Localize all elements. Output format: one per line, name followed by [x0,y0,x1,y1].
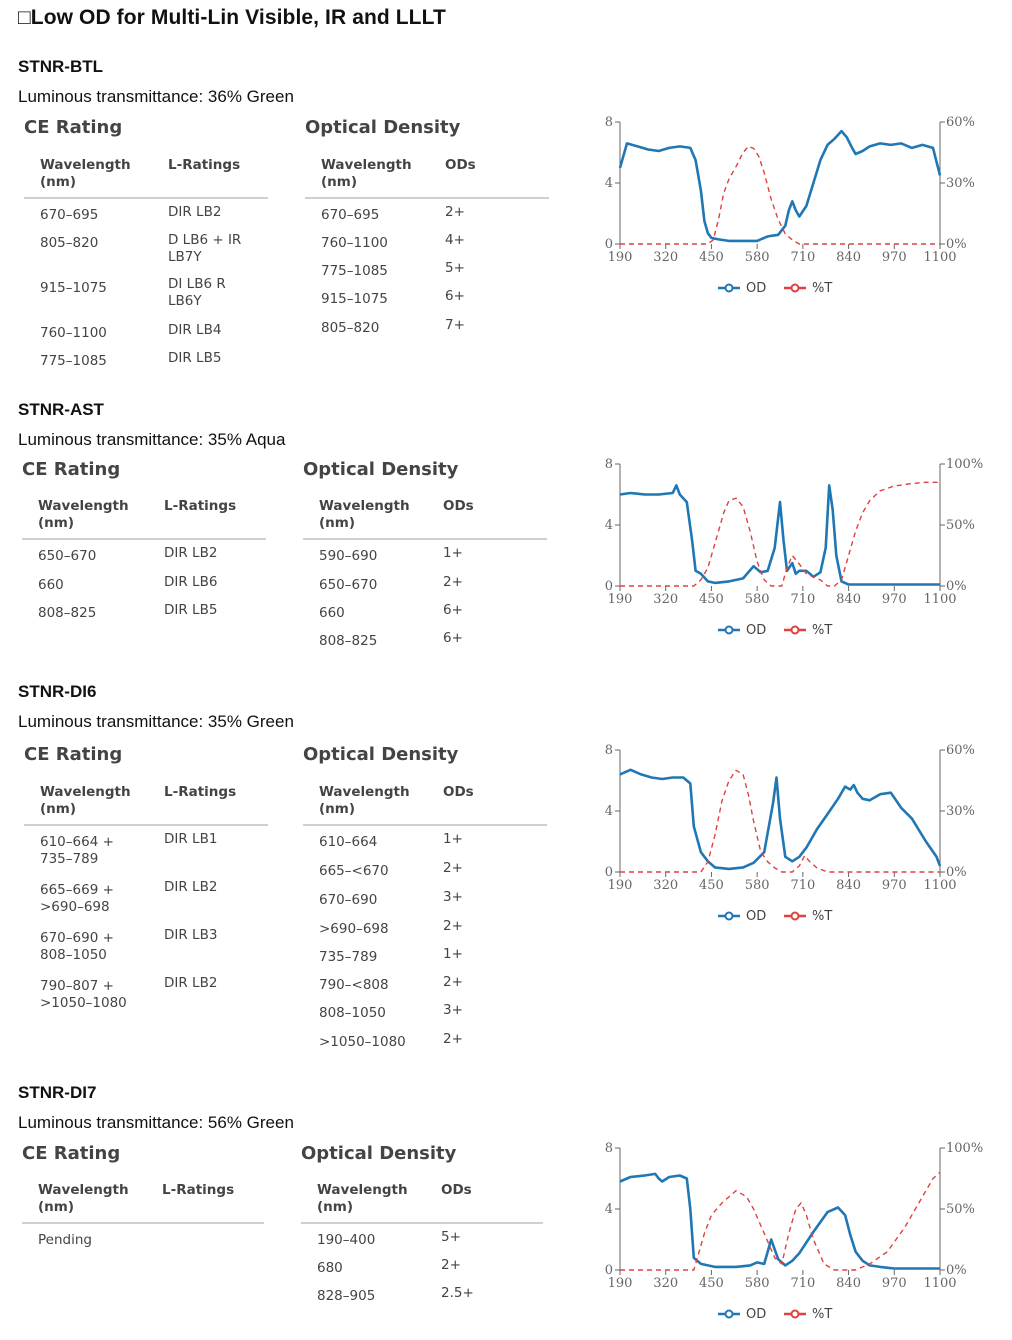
cell-od: 2+ [443,860,463,876]
cell-wavelength: 670–695 [321,207,380,223]
cell-wavelength: 760–1100 [40,325,107,341]
series-line-od [620,485,940,584]
col-ods: ODs [441,1182,472,1198]
series-line-od [620,770,940,869]
cell-od: 4+ [445,232,465,248]
chart-stnr-ast [570,452,1000,652]
ce-rating-title: CE Rating [24,117,123,138]
table-header [22,1182,264,1224]
cell-wavelength: 670–690 + 808–1050 [40,930,114,963]
table-header [24,784,268,826]
cell-rating: DIR LB2 [168,204,222,220]
x-tick-label: 320 [653,592,679,607]
table-header [303,784,547,826]
col-lratings: L-Ratings [164,498,237,514]
cell-od: 2+ [441,1257,461,1273]
series-line-t [620,482,940,586]
x-tick-label: 450 [699,878,724,893]
optical-density-title: Optical Density [301,1143,457,1164]
y-tick-label-right: 0% [946,1263,967,1278]
cell-wavelength: 775–1085 [321,263,388,279]
cell-rating: DIR LB3 [164,927,218,943]
optical-density-table [301,1182,543,1316]
legend-label-t: %T [812,909,833,924]
y-tick-label-left: 8 [604,457,613,472]
ce-rating-table [24,157,268,381]
y-tick-label-right: 0% [946,579,967,594]
table-row [303,1031,547,1062]
y-tick-label-left: 8 [604,743,613,758]
table-row [24,879,268,930]
cell-od: 2+ [443,1031,463,1047]
table-row [24,232,268,280]
cell-wavelength: 805–820 [321,320,380,336]
cell-od: 2.5+ [441,1285,474,1301]
x-tick-label: 970 [881,592,907,607]
legend-dot-od [726,1311,733,1318]
table-row [305,232,549,263]
cell-wavelength: 660 [319,605,345,621]
x-tick-label: 320 [653,878,679,893]
x-tick-label: 450 [699,592,724,607]
table-row [24,831,268,882]
x-tick-label: 320 [653,1276,679,1291]
table-row [303,630,547,661]
cell-rating: DIR LB6 [164,574,218,590]
cell-od: 1+ [443,831,463,847]
table-header [24,157,268,199]
x-tick-label: 580 [744,592,770,607]
y-tick-label-left: 4 [604,176,613,191]
y-tick-label-right: 50% [946,518,975,533]
x-tick-label: 970 [881,878,907,893]
optical-density-title: Optical Density [303,459,459,480]
x-tick-label: 580 [744,250,770,265]
x-tick-label: 840 [836,250,861,265]
x-tick-label: 190 [607,1276,633,1291]
table-row [303,831,547,863]
x-tick-label: 970 [881,250,907,265]
cell-wavelength: >690–698 [319,921,389,937]
x-tick-label: 190 [607,250,633,265]
y-tick-label-right: 100% [946,1141,984,1156]
cell-rating: DIR LB5 [168,350,222,366]
cell-wavelength: 808–825 [319,633,378,649]
col-lratings: L-Ratings [162,1182,235,1198]
legend-dot-od [726,627,733,634]
y-tick-label-left: 0 [604,579,613,594]
cell-wavelength: 670–690 [319,892,378,908]
cell-wavelength: 775–1085 [40,353,107,369]
table-row [24,350,268,381]
cell-rating: D LB6 + IR LB7Y [168,232,242,265]
series-line-t [620,1172,940,1270]
y-tick-label-left: 4 [604,804,613,819]
cell-od: 3+ [443,1002,463,1018]
cell-wavelength: 190–400 [317,1232,376,1248]
legend-label-od: OD [746,623,767,638]
cell-wavelength: 808–1050 [319,1005,386,1021]
y-tick-label-right: 30% [946,804,975,819]
cell-od: 2+ [445,204,465,220]
y-tick-label-right: 100% [946,457,984,472]
ce-rating-table [24,784,268,1026]
optical-density-table [303,498,547,661]
col-wavelength: Wavelength (nm) [319,498,410,531]
legend-label-t: %T [812,1307,833,1322]
product-name: STNR-BTL [18,57,103,76]
chart-stnr-di6 [570,738,1000,938]
y-tick-label-right: 60% [946,115,975,130]
luminous-transmittance: Luminous transmittance: 36% Green [18,87,294,106]
table-row [305,204,549,235]
table-row [303,574,547,605]
cell-wavelength: 760–1100 [321,235,388,251]
table-row [24,322,268,353]
cell-od: 6+ [445,288,465,304]
optical-density-title: Optical Density [305,117,461,138]
product-name: STNR-DI7 [18,1083,97,1102]
cell-od: 6+ [443,602,463,618]
luminous-transmittance: Luminous transmittance: 56% Green [18,1113,294,1132]
table-row [303,974,547,1005]
table-row [22,545,266,577]
cell-od: 5+ [441,1229,461,1245]
table-row [301,1285,543,1316]
series-line-od [620,1174,940,1269]
y-tick-label-right: 0% [946,865,967,880]
product-name: STNR-AST [18,400,104,419]
table-row [22,602,266,633]
cell-rating: DI LB6 R LB6Y [168,276,226,309]
legend-dot-od [726,913,733,920]
x-tick-label: 710 [790,592,816,607]
x-tick-label: 1100 [923,1276,957,1291]
ce-rating-title: CE Rating [22,1143,121,1164]
cell-od: 2+ [443,574,463,590]
x-tick-label: 320 [653,250,679,265]
table-row [303,946,547,977]
table-header [305,157,549,199]
y-tick-label-left: 4 [604,518,613,533]
cell-od: 6+ [443,630,463,646]
cell-rating: DIR LB2 [164,879,218,895]
col-wavelength: Wavelength (nm) [317,1182,408,1215]
ce-rating-table [22,1182,264,1260]
col-lratings: L-Ratings [164,784,237,800]
x-tick-label: 450 [699,250,724,265]
table-row [303,545,547,577]
col-wavelength: Wavelength (nm) [319,784,410,817]
col-ods: ODs [443,498,474,514]
table-row [303,860,547,892]
y-tick-label-left: 0 [604,865,613,880]
table-row [303,918,547,949]
ce-rating-title: CE Rating [22,459,121,480]
col-lratings: L-Ratings [168,157,241,173]
cell-rating: DIR LB4 [168,322,222,338]
series-line-t [620,146,940,244]
luminous-transmittance: Luminous transmittance: 35% Green [18,712,294,731]
cell-wavelength: 610–664 + 735–789 [40,834,114,867]
cell-rating: DIR LB5 [164,602,218,618]
y-tick-label-left: 0 [604,237,613,252]
x-tick-label: 840 [836,592,861,607]
cell-wavelength: 665–669 + >690–698 [40,882,114,915]
cell-rating: DIR LB2 [164,975,218,991]
cell-wavelength: 915–1075 [40,280,107,296]
cell-wavelength: >1050–1080 [319,1034,406,1050]
legend-label-od: OD [746,909,767,924]
optical-density-table [303,784,547,1062]
cell-od: 1+ [443,946,463,962]
legend-dot-od [726,285,733,292]
table-row [24,927,268,978]
cell-wavelength: 670–695 [40,207,99,223]
table-row [301,1229,543,1260]
y-tick-label-left: 8 [604,115,613,130]
optical-density-table [305,157,549,348]
legend-label-t: %T [812,623,833,638]
table-row [24,204,268,235]
cell-wavelength: 650–670 [319,577,378,593]
table-row [24,975,268,1026]
col-ods: ODs [443,784,474,800]
table-row [301,1257,543,1288]
legend-label-od: OD [746,1307,767,1322]
table-header [22,498,266,540]
chart-stnr-di7 [570,1136,1000,1336]
x-tick-label: 450 [699,1276,724,1291]
x-tick-label: 1100 [923,878,957,893]
table-row [305,260,549,291]
x-tick-label: 840 [836,1276,861,1291]
cell-wavelength: 808–825 [38,605,97,621]
y-tick-label-left: 4 [604,1202,613,1217]
cell-od: 2+ [443,918,463,934]
y-tick-label-left: 8 [604,1141,613,1156]
y-tick-label-right: 50% [946,1202,975,1217]
table-row [24,276,268,325]
col-wavelength: Wavelength (nm) [40,784,131,817]
cell-od: 7+ [445,317,465,333]
col-ods: ODs [445,157,476,173]
col-wavelength: Wavelength (nm) [40,157,131,190]
page-title: □Low OD for Multi-Lin Visible, IR and LLLT [18,6,446,29]
x-tick-label: 190 [607,592,633,607]
ce-rating-table [22,498,266,633]
x-tick-label: 190 [607,878,633,893]
cell-wavelength: 665–<670 [319,863,389,879]
legend-label-t: %T [812,281,833,296]
cell-wavelength: 650–670 [38,548,97,564]
legend-dot-t [792,285,799,292]
x-tick-label: 710 [790,1276,816,1291]
table-row [305,317,549,348]
x-tick-label: 1100 [923,592,957,607]
cell-wavelength: 828–905 [317,1288,376,1304]
cell-wavelength: 660 [38,577,64,593]
cell-od: 1+ [443,545,463,561]
col-wavelength: Wavelength (nm) [38,1182,129,1215]
x-tick-label: 710 [790,250,816,265]
table-row [305,288,549,320]
y-tick-label-left: 0 [604,1263,613,1278]
cell-wavelength: 915–1075 [321,291,388,307]
legend-dot-t [792,627,799,634]
table-row [303,602,547,633]
legend-dot-t [792,913,799,920]
table-row [22,1232,264,1260]
table-row [303,889,547,921]
legend-dot-t [792,1311,799,1318]
x-tick-label: 970 [881,1276,907,1291]
cell-rating: DIR LB2 [164,545,218,561]
col-wavelength: Wavelength (nm) [38,498,129,531]
x-tick-label: 710 [790,878,816,893]
y-tick-label-right: 0% [946,237,967,252]
cell-wavelength: Pending [38,1232,92,1248]
cell-wavelength: 735–789 [319,949,378,965]
cell-od: 5+ [445,260,465,276]
table-header [303,498,547,540]
x-tick-label: 840 [836,878,861,893]
chart-stnr-btl [570,110,1000,310]
cell-wavelength: 610–664 [319,834,378,850]
cell-wavelength: 680 [317,1260,343,1276]
table-row [22,574,266,605]
y-tick-label-right: 60% [946,743,975,758]
y-tick-label-right: 30% [946,176,975,191]
legend-label-od: OD [746,281,767,296]
cell-wavelength: 590–690 [319,548,378,564]
x-tick-label: 580 [744,878,770,893]
x-tick-label: 1100 [923,250,957,265]
luminous-transmittance: Luminous transmittance: 35% Aqua [18,430,286,449]
table-header [301,1182,543,1224]
product-name: STNR-DI6 [18,682,97,701]
optical-density-title: Optical Density [303,744,459,765]
ce-rating-title: CE Rating [24,744,123,765]
x-tick-label: 580 [744,1276,770,1291]
cell-wavelength: 805–820 [40,235,99,251]
cell-wavelength: 790–<808 [319,977,389,993]
cell-wavelength: 790–807 + >1050–1080 [40,978,127,1011]
col-wavelength: Wavelength (nm) [321,157,412,190]
cell-od: 3+ [443,889,463,905]
cell-od: 2+ [443,974,463,990]
cell-rating: DIR LB1 [164,831,218,847]
table-row [303,1002,547,1034]
